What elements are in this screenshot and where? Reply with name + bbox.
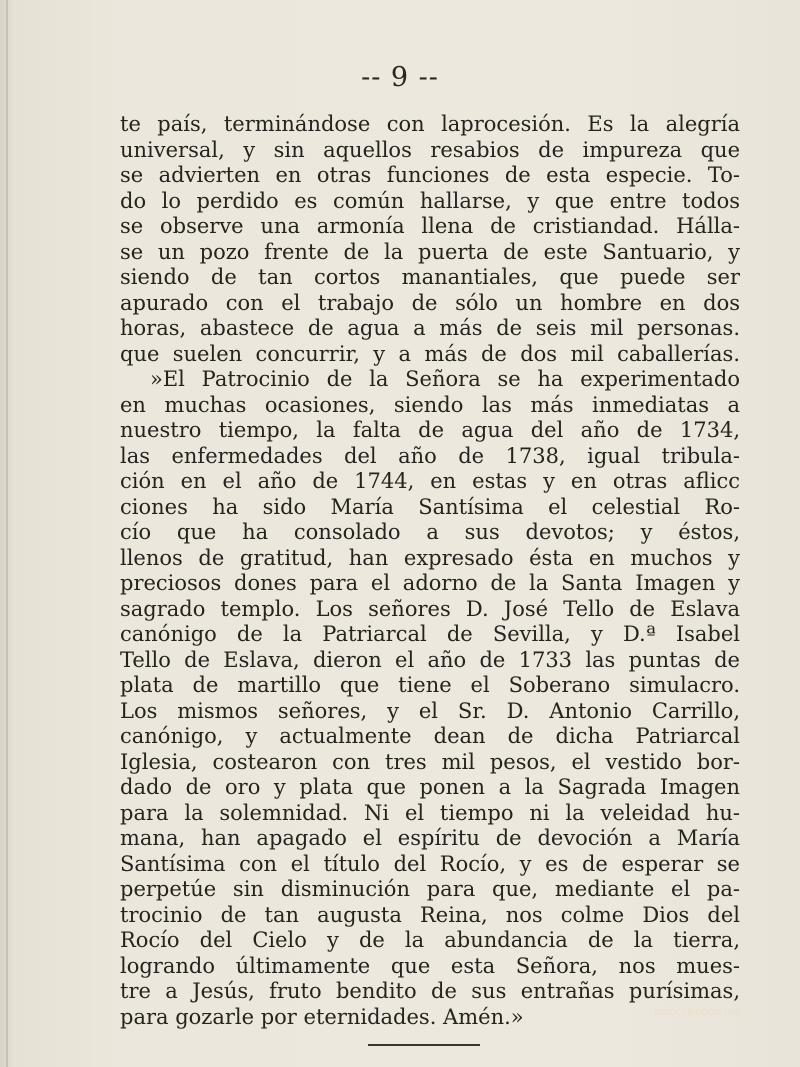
text-line: en muchas ocasiones, siendo las más inmediatas a	[120, 392, 740, 417]
text-line: perpetúe sin disminución para que, mediante el pa-	[120, 877, 740, 901]
text-line: Santísima con el título del Rocío, y es de esperar se	[120, 851, 740, 876]
text-line: se observe una armonía llena de cristiandad. Hálla-	[120, 214, 740, 238]
text-line: mana, han apagado el espíritu de devoción a María	[120, 826, 740, 850]
text-line: canónigo de la Patriarcal de Sevilla, y D.ª Isabel	[120, 622, 740, 646]
text-line: ción en el año de 1744, en estas y en otras aflicc	[120, 469, 740, 493]
body-text	[120, 112, 740, 1030]
text-line: logrando últimamente que esta Señora, nos mues-	[120, 953, 740, 978]
text-line: do lo perdido es común hallarse, y que entre todos	[120, 188, 740, 213]
text-line: tre a Jesús, fruto bendito de sus entrañas purísimas,	[120, 979, 740, 1003]
text-line: las enfermedades del año de 1738, igual tribula-	[120, 443, 740, 468]
text-line: para gozarle por eternidades. Amén.»	[120, 1004, 524, 1029]
text-line: trocinio de tan augusta Reina, nos colme Dios del	[120, 902, 740, 927]
text-line: horas, abastece de agua a más de seis mil personas.	[120, 316, 740, 340]
text-line: Los mismos señores, y el Sr. D. Antonio Carrillo,	[120, 698, 740, 723]
text-line: nuestro tiempo, la falta de agua del año de 1734,	[120, 418, 740, 442]
text-line: Rocío del Cielo y de la abundancia de la tierra,	[120, 928, 740, 952]
text-line: llenos de gratitud, han expresado ésta en muchos y	[120, 545, 740, 570]
closing-rule	[368, 1044, 480, 1046]
text-line: Iglesia, costearon con tres mil pesos, el vestido bor-	[120, 749, 740, 774]
text-line: preciosos dones para el adorno de la Santa Imagen y	[120, 571, 740, 595]
text-line: dado de oro y plata que ponen a la Sagrada Imagen	[120, 775, 740, 799]
text-line: Tello de Eslava, dieron el año de 1733 las puntas de	[120, 647, 740, 672]
text-line: plata de martillo que tiene el Soberano simulacro.	[120, 673, 740, 697]
text-line: sagrado templo. Los señores D. José Tello de Eslava	[120, 596, 740, 621]
text-line: cío que ha consolado a sus devotos; y éstos,	[120, 520, 740, 544]
text-line: que suelen concurrir, y a más de dos mil caballerías.	[120, 341, 740, 366]
text-line: universal, y sin aquellos resabios de impureza que	[120, 137, 740, 162]
text-line: canónigo, y actualmente dean de dicha Patriarcal	[120, 724, 740, 748]
watermark: todocoleccion.net	[654, 1006, 740, 1018]
text-line: »El Patrocinio de la Señora se ha experimentado	[150, 367, 740, 391]
page-number: -- 9 --	[361, 62, 439, 93]
text-line: se advierten en otras funciones de esta especie. To-	[120, 163, 740, 187]
text-line: ciones ha sido María Santísima el celestial Ro-	[120, 494, 740, 519]
text-line: te país, terminándose con laprocesión. Es la alegría	[120, 112, 740, 136]
page-binding-edge	[6, 0, 8, 1067]
text-line: apurado con el trabajo de sólo un hombre en dos	[120, 290, 740, 315]
text-line: siendo de tan cortos manantiales, que puede ser	[120, 265, 740, 289]
text-line: se un pozo frente de la puerta de este Santuario, y	[120, 239, 740, 264]
text-line: para la solemnidad. Ni el tiempo ni la veleidad hu-	[120, 800, 740, 825]
